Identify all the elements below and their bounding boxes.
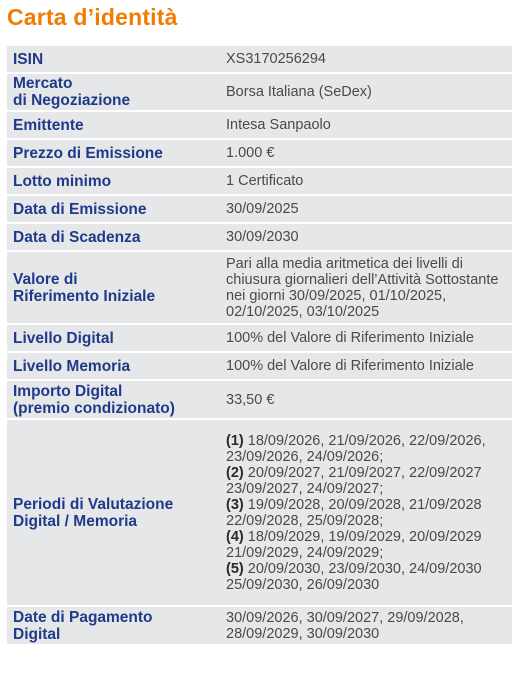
row-label [7,420,217,605]
value-line: 30/09/2026, 30/09/2027, 29/09/2028, [226,609,464,626]
label-line: (premio condizionato) [13,399,175,417]
label-line: Riferimento Iniziale [13,287,156,305]
row-label: ISIN [7,46,217,72]
row-value: 100% del Valore di Riferimento Iniziale [217,325,512,351]
row-value: 100% del Valore di Riferimento Iniziale [217,353,512,379]
period-number: (5) [226,560,244,577]
period-line: 22/09/2028, 25/09/2028; [226,512,384,529]
period-line: 23/09/2026, 24/09/2026; [226,448,384,465]
label-line: Digital / Memoria [13,512,138,530]
period-number: (1) [226,432,244,449]
row-livello-memoria [7,353,512,379]
page-title: Carta d’identità [7,4,178,30]
row-periodi-valutazione [7,420,512,605]
row-isin [7,46,512,72]
row-value: 1 Certificato [217,168,512,194]
period-number: (3) [226,496,244,513]
period-line: 23/09/2027, 24/09/2027; [226,480,384,497]
period-dates: 20/09/2027, 21/09/2027, 22/09/2027 [243,464,482,481]
row-label [7,381,217,418]
value-line: 02/10/2025, 03/10/2025 [226,303,380,320]
row-date-pagamento [7,607,512,644]
row-value [217,420,512,605]
row-lotto-minimo [7,168,512,194]
period-line [226,433,512,449]
value-line: Pari alla media aritmetica dei livelli di [226,255,463,272]
period-dates: 18/09/2026, 21/09/2026, 22/09/2026, [243,432,486,449]
period-line [226,465,512,481]
label-line: Mercato [13,75,73,92]
row-label: Livello Digital [7,325,217,351]
row-label [7,607,217,644]
period-line [226,529,512,545]
row-mercato [7,74,512,110]
row-value [217,607,512,644]
value-line: 28/09/2029, 30/09/2030 [226,625,380,642]
row-value: 30/09/2030 [217,224,512,250]
row-value: Intesa Sanpaolo [217,112,512,138]
row-value: 33,50 € [217,381,512,418]
period-line: 21/09/2029, 24/09/2029; [226,544,384,561]
period-line [226,497,512,513]
row-prezzo-emissione [7,140,512,166]
period-dates: 20/09/2030, 23/09/2030, 24/09/2030 [243,560,482,577]
period-dates: 18/09/2029, 19/09/2029, 20/09/2029 [243,528,482,545]
row-label: Prezzo di Emissione [7,140,217,166]
label-line: Date di Pagamento [13,608,153,626]
row-label: Emittente [7,112,217,138]
label-line: di Negoziazione [13,92,131,109]
row-value: 1.000 € [217,140,512,166]
row-data-scadenza [7,224,512,250]
value-line: nei giorni 30/09/2025, 01/10/2025, [226,287,447,304]
period-number: (4) [226,528,244,545]
period-dates: 19/09/2028, 20/09/2028, 21/09/2028 [243,496,482,513]
label-line: Periodi di Valutazione [13,495,174,513]
row-label: Data di Emissione [7,196,217,222]
period-line: 25/09/2030, 26/09/2030 [226,576,380,593]
period-number: (2) [226,464,244,481]
row-importo-digital [7,381,512,418]
row-value: Borsa Italiana (SeDex) [217,74,512,110]
label-line: Importo Digital [13,382,123,400]
identity-card-table [7,44,512,646]
row-valore-riferimento [7,252,512,323]
row-data-emissione [7,196,512,222]
period-line [226,561,512,577]
row-value: 30/09/2025 [217,196,512,222]
row-label: Lotto minimo [7,168,217,194]
row-livello-digital [7,325,512,351]
row-value: XS3170256294 [217,46,512,72]
row-value [217,252,512,323]
row-label [7,74,217,110]
label-line: Valore di [13,270,78,288]
row-emittente [7,112,512,138]
row-label: Data di Scadenza [7,224,217,250]
row-label [7,252,217,323]
row-label: Livello Memoria [7,353,217,379]
value-line: chiusura giornalieri dell’Attività Sottostante [226,271,499,288]
label-line: Digital [13,625,61,643]
